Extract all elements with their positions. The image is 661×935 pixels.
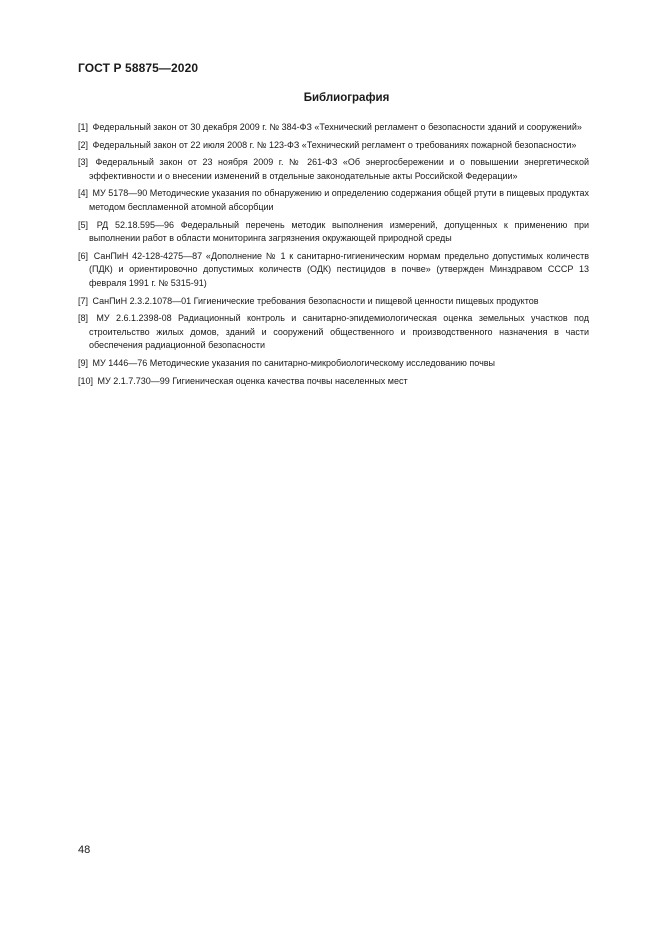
entry-text: СанПиН 42-128-4275—87 «Дополнение № 1 к санитарно-гигиеническим нормам предельно допустимых количеств (ПДК) и ориентировочно допустимых количеств (ОДК) пестицидов в почве» (утвержден Минздравом СССР 13 февраля 1991 г. № 5315-91) xyxy=(89,250,589,288)
bibliography-list xyxy=(78,121,589,392)
entry-text: Федеральный закон от 23 ноября 2009 г. № 261-ФЗ «Об энергосбережении и о повышении энергетической эффективности и о внесении изменений в отдельные законодательные акты Российской Федерации» xyxy=(89,157,589,181)
entry-text: МУ 1446—76 Методические указания по санитарно-микробиологическому исследованию почвы xyxy=(92,357,496,368)
entry-text: МУ 2.6.1.2398-08 Радиационный контроль и санитарно-эпидемиологическая оценка земельных участков под строительство жилых домов, зданий и сооружений общественного и производственного назначения в части обеспечения радиационной безопасности xyxy=(89,313,589,351)
entry-number: [4] xyxy=(78,188,89,199)
entry-number: [5] xyxy=(78,219,89,230)
entry-number: [9] xyxy=(78,357,89,368)
entry-number: [7] xyxy=(78,295,89,306)
bibliography-entry xyxy=(78,295,589,309)
bibliography-entry xyxy=(78,121,589,135)
entry-text: Федеральный закон от 22 июля 2008 г. № 123-ФЗ «Технический регламент о требованиях пожарной безопасности» xyxy=(92,139,577,150)
entry-number: [6] xyxy=(78,250,89,261)
bibliography-entry xyxy=(78,312,589,353)
entry-text: СанПиН 2.3.2.1078—01 Гигиенические требования безопасности и пищевой ценности пищевых продуктов xyxy=(92,295,539,306)
bibliography-title: Библиография xyxy=(303,92,390,104)
bibliography-entry xyxy=(78,187,589,214)
bibliography-entry xyxy=(78,250,589,291)
page-number: 48 xyxy=(78,844,91,856)
entry-number: [2] xyxy=(78,139,89,150)
bibliography-entry xyxy=(78,139,589,153)
entry-text: Федеральный закон от 30 декабря 2009 г. № 384-ФЗ «Технический регламент о безопасности зданий и сооружений» xyxy=(92,122,582,132)
entry-number: [3] xyxy=(78,157,89,168)
bibliography-entry xyxy=(78,219,589,246)
entry-text: РД 52.18.595—96 Федеральный перечень методик выполнения измерений, допущенных к применению при выполнении работ в области мониторинга загрязнения окружающей природной среды xyxy=(89,219,589,244)
entry-text: МУ 5178—90 Методические указания по обнаружению и определению содержания общей ртути в пищевых продуктах методом беспламенной атомной абсорбции xyxy=(89,188,589,212)
bibliography-entry xyxy=(78,357,589,371)
entry-number: [8] xyxy=(78,313,89,324)
entry-number: [1] xyxy=(78,122,89,132)
document-code-header: ГОСТ Р 58875—2020 xyxy=(78,61,199,75)
bibliography-entry xyxy=(78,156,589,183)
entry-text: МУ 2.1.7.730—99 Гигиеническая оценка качества почвы населенных мест xyxy=(97,375,408,386)
entry-number: [10] xyxy=(78,375,94,386)
bibliography-entry xyxy=(78,375,589,389)
